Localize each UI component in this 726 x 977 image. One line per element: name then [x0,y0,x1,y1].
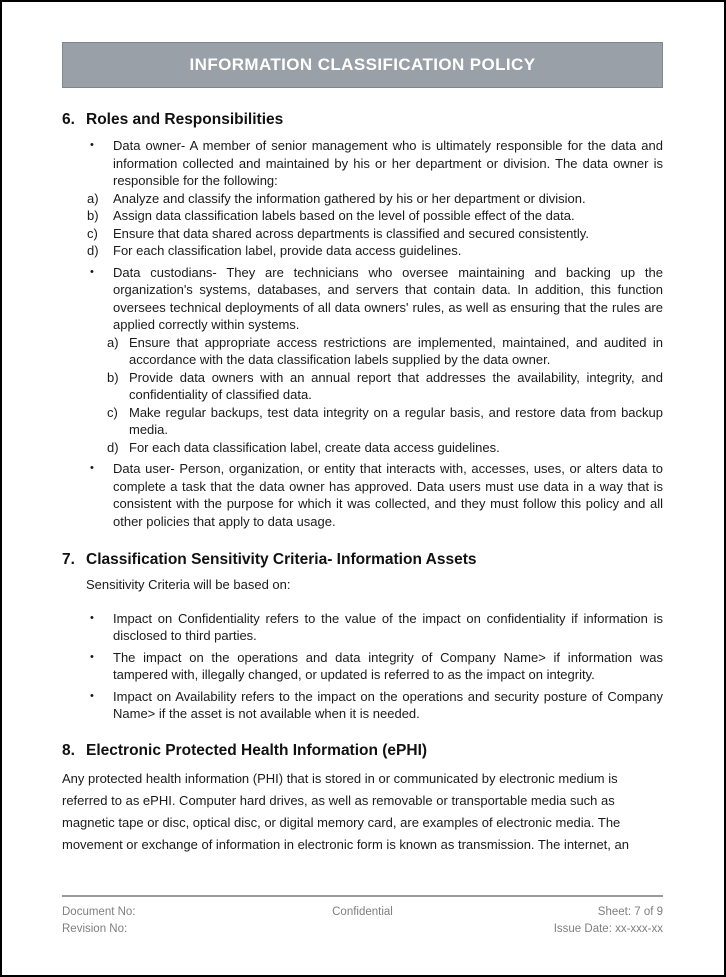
list-item-text: Make regular backups, test data integrity on a regular basis, and restore data from backup media. [129,404,663,437]
bullet-icon: • [90,689,94,702]
revision-no-label: Revision No: [62,923,128,935]
confidential-label: Confidential [332,906,393,918]
section-6-title: Roles and Responsibilities [86,111,284,128]
section-8-paragraph: Any protected health information (PHI) that is stored in or communicated by electronic medium is referred to as ePHI. Computer hard drives, as well as removable or transportable media such as magnetic tape or disc, optical disc, or digital memory card, are examples of electronic media. The movement or exchange of information in electronic form is known as transmission. The internet, an [62,770,629,852]
list-item-text: Analyze and classify the information gathered by his or her department or division. [113,190,586,206]
list-item [62,225,663,243]
list-item [62,137,663,190]
list-marker: b) [107,369,119,385]
page-footer [62,895,663,938]
footer-right [393,904,663,938]
document-title: INFORMATION CLASSIFICATION POLICY [189,55,536,74]
list-marker: b) [87,208,99,223]
list-item-text: The impact on the operations and data integrity of Company Name> if information was tampered with, illegally changed, or updated is referred to as the impact on integrity. [113,649,663,682]
list-item-text: Assign data classification labels based on the level of possible effect of the data. [113,208,575,223]
list-marker: d) [87,243,99,258]
title-banner [62,42,663,88]
list-item-text: Ensure that data shared across departments is classified and secured consistently. [113,225,589,241]
bullet-icon: • [90,139,94,151]
list-item [62,242,663,260]
bullet-icon: • [90,611,94,624]
list-item-text: Ensure that appropriate access restrictions are implemented, maintained, and audited in accordance with the data classification labels supplied by the data owner. [129,334,663,367]
list-marker: a) [87,190,99,206]
list-item-text: For each classification label, provide data access guidelines. [113,243,462,258]
section-8-title: Electronic Protected Health Information (ePHI) [86,741,428,759]
section-7-number: 7. [62,551,75,568]
list-item [62,369,663,404]
list-marker: d) [107,439,119,455]
list-item [62,334,663,369]
bullet-icon: • [90,265,94,278]
sheet-number: Sheet: 7 of 9 [597,906,663,918]
section-ephi [62,741,663,856]
list-marker: a) [107,334,119,350]
list-item [62,404,663,439]
footer-center [332,904,393,938]
section-7-body [62,576,663,723]
list-item [62,688,663,723]
section-classification-sensitivity-criteria [62,550,663,723]
section-7-intro: Sensitivity Criteria will be based on: [86,577,291,592]
list-item-text: Provide data owners with an annual report that addresses the availability, integrity, and confidentiality of classified data. [129,369,663,402]
section-6-body [62,137,663,530]
list-item [62,264,663,334]
section-8-heading [62,741,663,761]
list-item-text: For each data classification label, create data access guidelines. [129,439,500,455]
list-item [62,207,663,225]
list-item-text: Impact on Availability refers to the impact on the operations and security posture of Company Name> if the asset is not available when it is needed. [113,688,663,721]
list-item-text: Data user- Person, organization, or entity that interacts with, accesses, uses, or alters data to complete a task that the data owner has approved. Data users must use data in a way that is consistent with the purpose for which it was collected, and they must follow this policy and all other policies that apply to data usage. [113,461,663,529]
section-7-title: Classification Sensitivity Criteria- Information Assets [86,551,477,568]
page-content [2,42,724,856]
issue-date: Issue Date: xx-xxx-xx [553,923,663,935]
footer-left [62,904,332,938]
list-item [62,460,663,530]
section-7-heading [62,550,663,570]
list-item [62,439,663,457]
list-item-text: Impact on Confidentiality refers to the value of the impact on confidentiality if information is disclosed to third parties. [113,610,663,643]
list-item-text: Data owner- A member of senior management who is ultimately responsible for the data and information collected and maintained by his or her department or division. The data owner is responsible for the following: [113,138,663,188]
list-marker: c) [107,404,118,420]
list-item-text: Data custodians- They are technicians who oversee maintaining and backing up the organization's systems, databases, and servers that contain data. In addition, this function oversees technical deployments of all data owners' rules, as well as ensuring that the rules are applied correctly within systems. [113,264,663,332]
section-roles-and-responsibilities [62,110,663,530]
list-item [62,649,663,684]
list-marker: c) [87,225,98,241]
bullet-icon: • [90,462,94,474]
list-item [62,610,663,645]
section-6-number: 6. [62,111,75,128]
document-no-label: Document No: [62,906,136,918]
bullet-icon: • [90,650,94,663]
section-8-number: 8. [62,741,75,759]
section-6-heading [62,110,663,130]
list-item [62,190,663,208]
